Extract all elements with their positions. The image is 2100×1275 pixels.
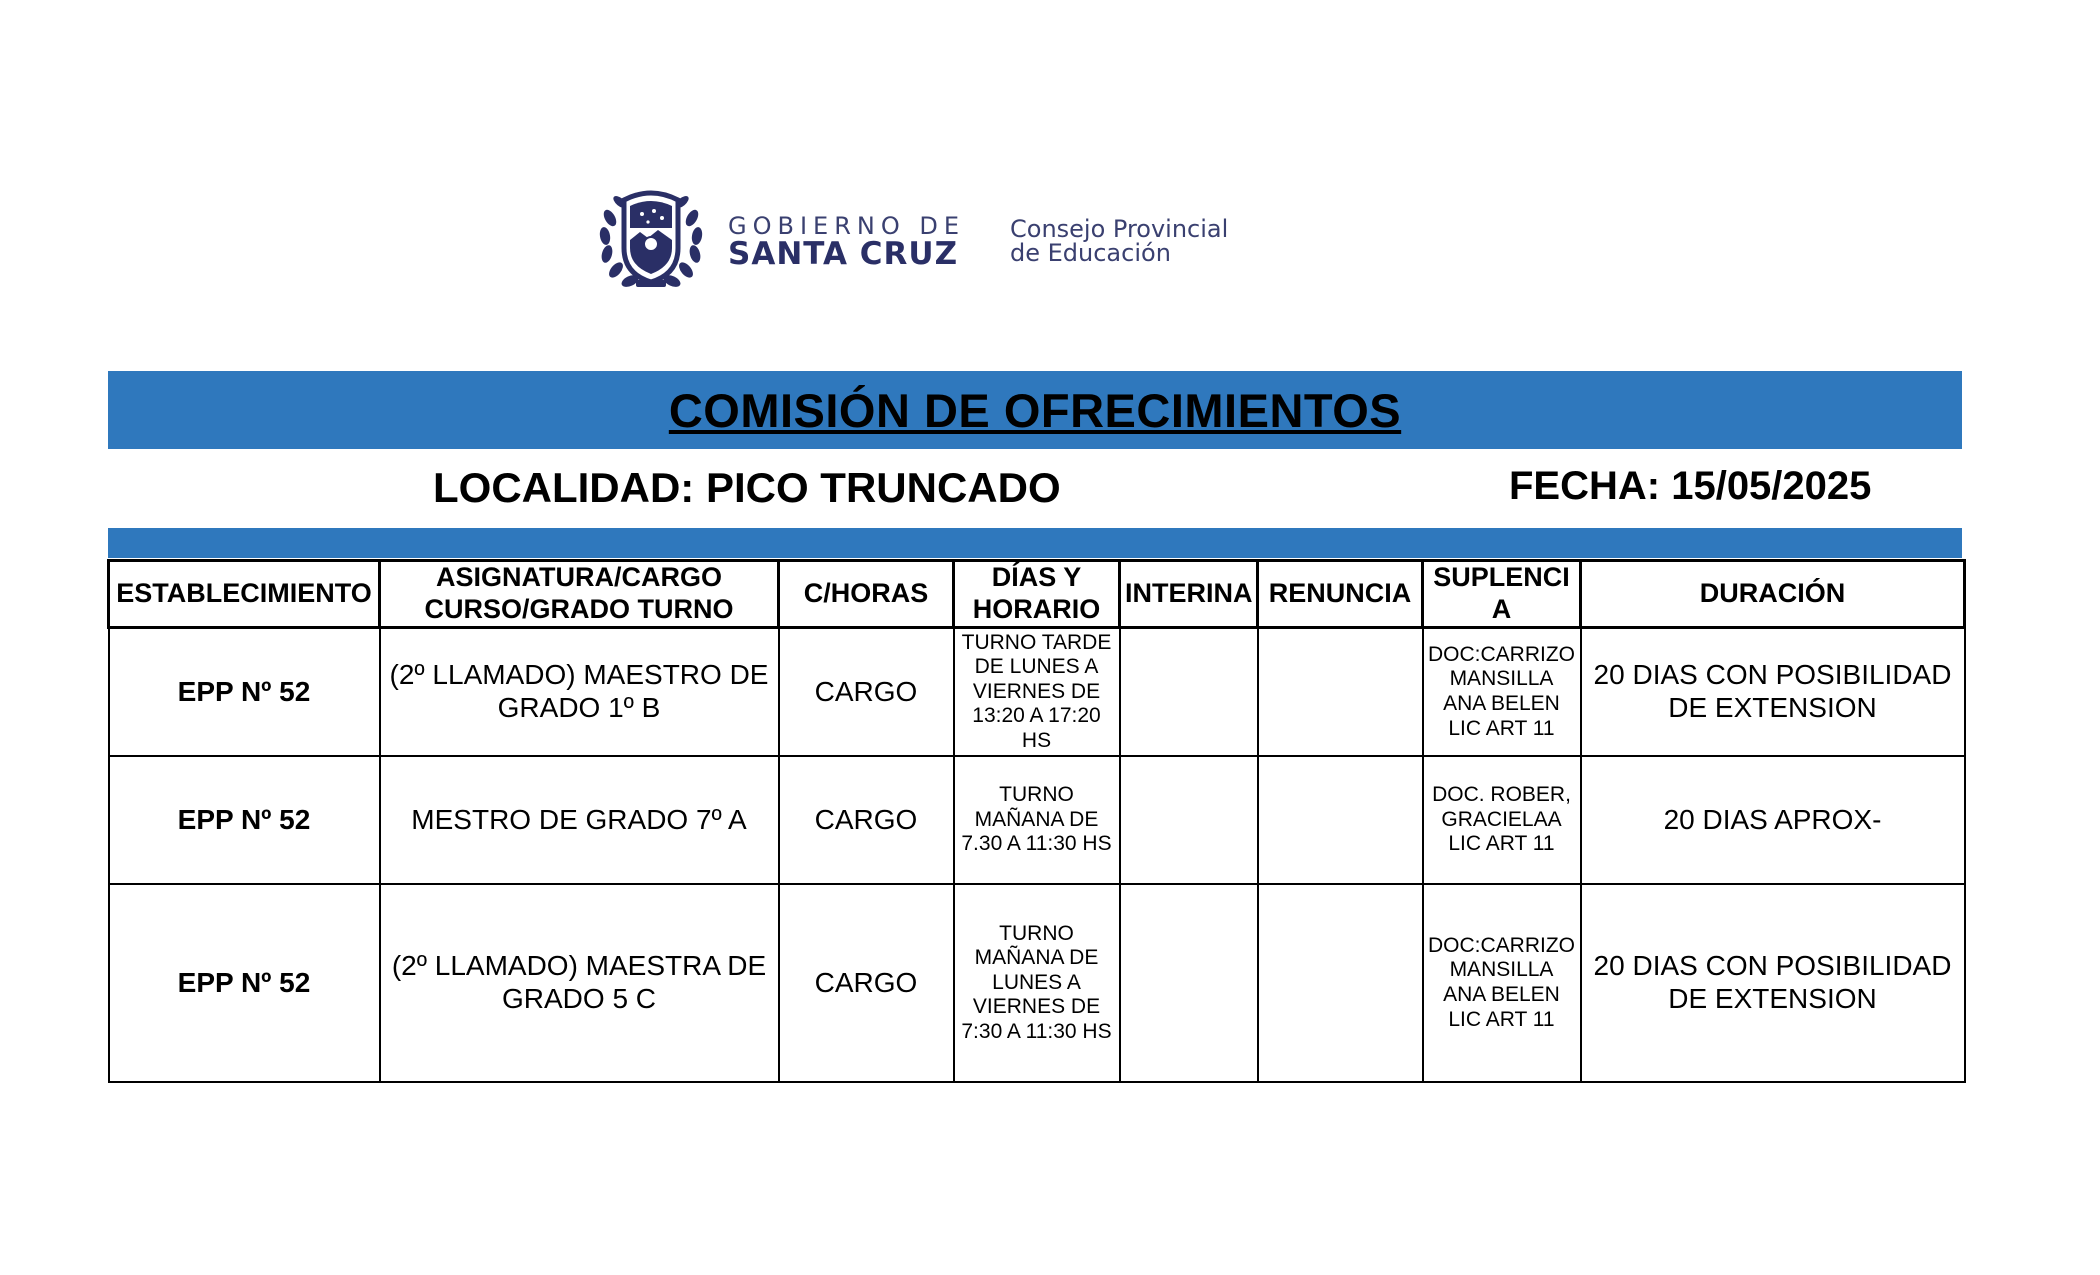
fecha-label: FECHA: 15/05/2025	[1509, 464, 1872, 508]
cell-dias: TURNO MAÑANA DE 7.30 A 11:30 HS	[954, 756, 1120, 884]
cell-asignatura: (2º LLAMADO) MAESTRO DE GRADO 1º B	[380, 628, 779, 757]
cell-dias: TURNO MAÑANA DE LUNES A VIERNES DE 7:30 A 11:30 HS	[954, 884, 1120, 1082]
cell-renuncia	[1258, 884, 1423, 1082]
cell-suplencia: DOC. ROBER, GRACIELAA LIC ART 11	[1423, 756, 1581, 884]
col-renuncia: RENUNCIA	[1258, 561, 1423, 628]
cell-establecimiento: EPP Nº 52	[109, 756, 380, 884]
table-row	[109, 756, 1965, 884]
gov-line-1: GOBIERNO DE	[728, 212, 965, 240]
cell-interina	[1120, 756, 1258, 884]
cell-renuncia	[1258, 756, 1423, 884]
cell-suplencia: DOC:CARRIZO MANSILLA ANA BELEN LIC ART 11	[1423, 628, 1581, 757]
offers-table	[107, 559, 1966, 1083]
table-row	[109, 628, 1965, 757]
cell-duracion: 20 DIAS CON POSIBILIDAD DE EXTENSION	[1581, 628, 1965, 757]
cell-dias: TURNO TARDE DE LUNES A VIERNES DE 13:20 A 17:20 HS	[954, 628, 1120, 757]
cell-interina	[1120, 884, 1258, 1082]
col-asignatura: ASIGNATURA/CARGO CURSO/GRADO TURNO	[380, 561, 779, 628]
cell-suplencia: DOC:CARRIZO MANSILLA ANA BELEN LIC ART 11	[1423, 884, 1581, 1082]
col-duracion: DURACIÓN	[1581, 561, 1965, 628]
cell-asignatura: MESTRO DE GRADO 7º A	[380, 756, 779, 884]
localidad-label: LOCALIDAD: PICO TRUNCADO	[433, 464, 1061, 511]
council-line-2: de Educación	[1010, 239, 1171, 267]
col-horas: C/HORAS	[779, 561, 954, 628]
cell-duracion: 20 DIAS CON POSIBILIDAD DE EXTENSION	[1581, 884, 1965, 1082]
col-interina: INTERINA	[1120, 561, 1258, 628]
cell-renuncia	[1258, 628, 1423, 757]
col-establecimiento: ESTABLECIMIENTO	[109, 561, 380, 628]
cell-horas: CARGO	[779, 628, 954, 757]
table-row	[109, 884, 1965, 1082]
table-header-row	[109, 561, 1965, 628]
cell-asignatura: (2º LLAMADO) MAESTRA DE GRADO 5 C	[380, 884, 779, 1082]
cell-interina	[1120, 628, 1258, 757]
col-suplencia: SUPLENCI A	[1423, 561, 1581, 628]
col-dias: DÍAS Y HORARIO	[954, 561, 1120, 628]
cell-horas: CARGO	[779, 756, 954, 884]
gov-line-2: SANTA CRUZ	[728, 236, 959, 272]
cell-horas: CARGO	[779, 884, 954, 1082]
cell-duracion: 20 DIAS APROX-	[1581, 756, 1965, 884]
cell-establecimiento: EPP Nº 52	[109, 884, 380, 1082]
cell-establecimiento: EPP Nº 52	[109, 628, 380, 757]
page-title: COMISIÓN DE OFRECIMIENTOS	[668, 384, 1402, 437]
separator-bar	[108, 528, 1962, 558]
title-bar	[108, 371, 1962, 449]
coat-of-arms-icon	[596, 178, 706, 298]
council-line-1: Consejo Provincial	[1010, 215, 1229, 243]
